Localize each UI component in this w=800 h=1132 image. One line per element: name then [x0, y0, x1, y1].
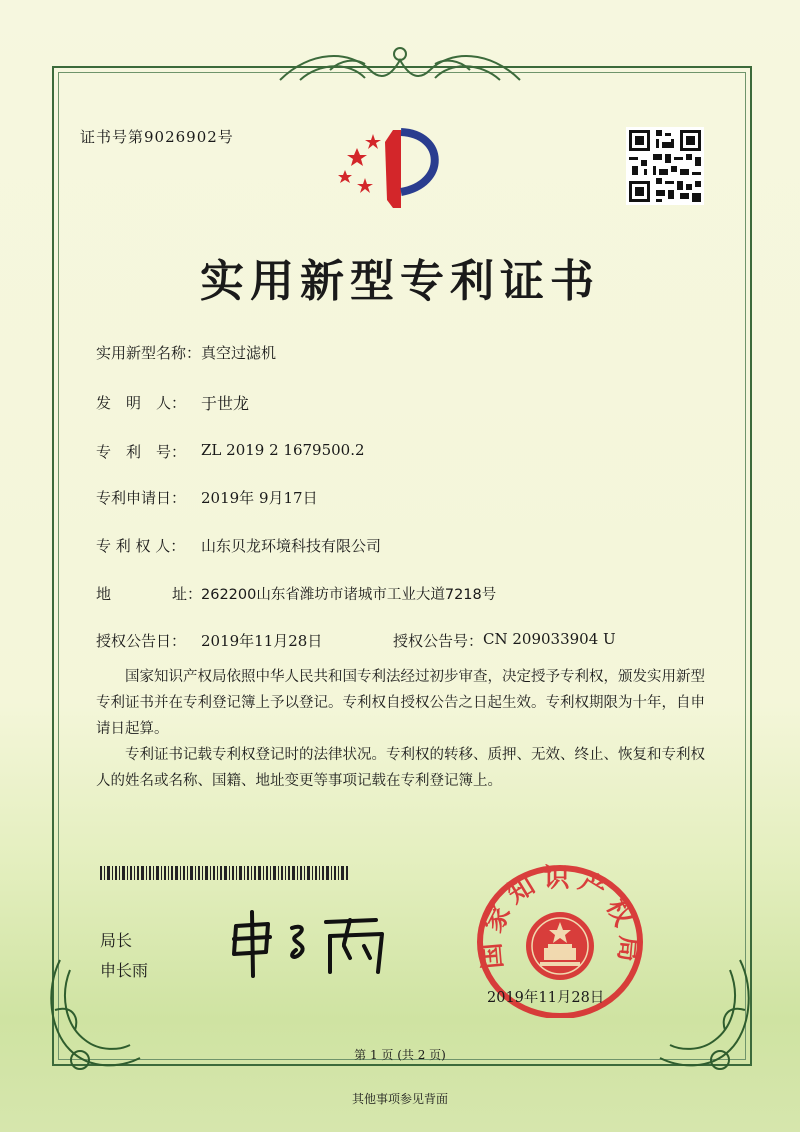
- footer-note: 其他事项参见背面: [351, 1092, 448, 1106]
- grant-announcement-number-label: 授权公告号：: [393, 632, 484, 650]
- grant-announcement-date-label: 授权公告日：: [96, 632, 187, 650]
- address-label-left: 地: [96, 585, 112, 603]
- patent-number-value: ZL 2019 2 1679500.2: [201, 441, 365, 459]
- handwritten-signature: [226, 906, 396, 982]
- director-title: 局长: [100, 931, 133, 950]
- body-paragraph-1: 国家知识产权局依照中华人民共和国专利法经过初步审查，决定授予专利权，颁发实用新型专利证书并在专利登记簿上予以登记。专利权自授权公告之日起生效。专利权期限为十年，自申请日起算。: [96, 669, 705, 737]
- patentee-value: 山东贝龙环境科技有限公司: [201, 537, 382, 555]
- seal-ring-text: 国家知识产权局: [475, 863, 645, 971]
- application-date-value: 2019年 9月17日: [201, 489, 318, 507]
- inventor-value: 于世龙: [201, 394, 250, 413]
- director-name: 申长雨: [100, 961, 149, 980]
- utility-model-name-value: 真空过滤机: [201, 344, 277, 362]
- application-date-label: 专利申请日：: [96, 489, 187, 507]
- inventor-label: 发 明 人：: [96, 394, 187, 412]
- patentee-label: 专 利 权 人：: [96, 537, 186, 555]
- body-paragraph-2: 专利证书记载专利权登记时的法律状况。专利权的转移、质押、无效、终止、恢复和专利权人的姓名或名称、国籍、地址变更等事项记载在专利登记簿上。: [96, 747, 705, 789]
- patent-number-label: 专 利 号：: [96, 443, 187, 461]
- cnipa-logo-icon: [335, 122, 455, 214]
- grant-announcement-date-value: 2019年11月28日: [201, 632, 323, 650]
- utility-model-name-label: 实用新型名称：: [96, 344, 202, 362]
- grant-announcement-number-value: CN 209033904 U: [483, 630, 616, 648]
- barcode-icon: [100, 866, 350, 880]
- page-number: 第 1 页 (共 2 页): [354, 1048, 446, 1062]
- address-label-right: 址：: [172, 585, 203, 603]
- qr-code-icon: [626, 127, 704, 205]
- certificate-number: 证书号第9026902号: [80, 128, 234, 146]
- national-emblem-icon: [526, 912, 594, 980]
- address-value: 262200山东省潍坊市诸城市工业大道7218号: [201, 587, 497, 603]
- seal-date: 2019年11月28日: [487, 990, 605, 1006]
- certificate-title: 实用新型专利证书: [200, 256, 600, 307]
- top-ornament-icon: [270, 40, 530, 90]
